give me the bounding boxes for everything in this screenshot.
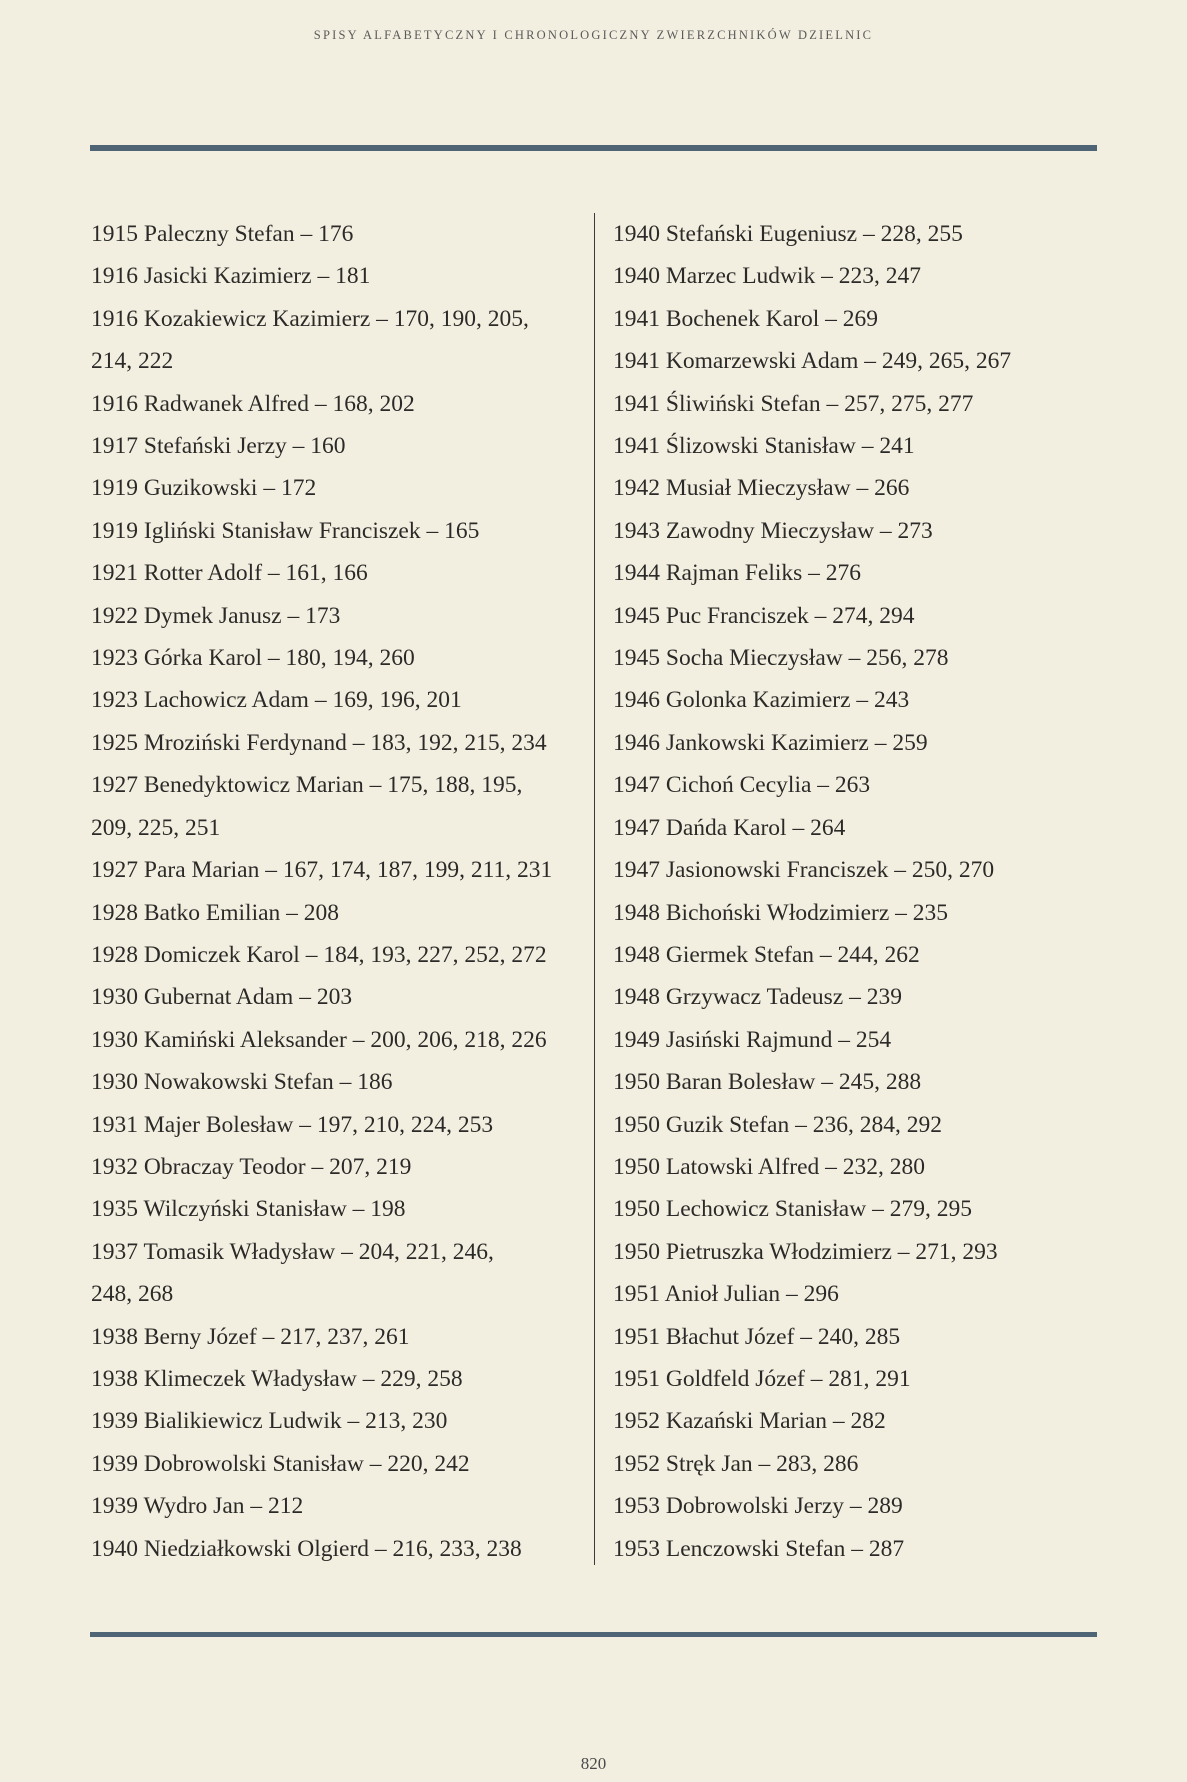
running-header: SPISY ALFABETYCZNY I CHRONOLOGICZNY ZWIERZCHNIKÓW DZIELNIC <box>313 28 874 42</box>
index-entry: 1945 Puc Franciszek – 274, 294 <box>613 602 915 629</box>
index-entry: 1947 Cichoń Cecylia – 263 <box>613 772 871 799</box>
index-entry: 1919 Guzikowski – 172 <box>91 475 317 502</box>
index-entry: 1928 Domiczek Karol – 184, 193, 227, 252, 272 <box>91 941 547 968</box>
index-column-left <box>91 213 591 1570</box>
index-entry: 1950 Pietruszka Włodzimierz – 271, 293 <box>613 1238 998 1265</box>
index-entry: 1953 Lenczowski Stefan – 287 <box>613 1535 905 1562</box>
index-entry: 1948 Grzywacz Tadeusz – 239 <box>613 984 902 1011</box>
index-entry: 1932 Obraczay Teodor – 207, 219 <box>91 1153 412 1180</box>
index-entry: 1916 Radwanek Alfred – 168, 202 <box>91 390 415 417</box>
index-entry: 1927 Benedyktowicz Marian – 175, 188, 195, <box>91 772 523 799</box>
index-entry: 1930 Kamiński Aleksander – 200, 206, 218, 226 <box>91 1026 547 1053</box>
index-entry: 1952 Stręk Jan – 283, 286 <box>613 1450 859 1477</box>
index-entry: 1941 Śliwiński Stefan – 257, 275, 277 <box>613 390 974 417</box>
column-divider <box>594 213 595 1565</box>
index-entry: 1942 Musiał Mieczysław – 266 <box>613 475 910 502</box>
index-entry: 1941 Bochenek Karol – 269 <box>613 305 878 332</box>
index-entry: 1930 Gubernat Adam – 203 <box>91 984 353 1011</box>
index-entry: 1940 Marzec Ludwik – 223, 247 <box>613 263 922 290</box>
index-entry: 1948 Giermek Stefan – 244, 262 <box>613 941 920 968</box>
index-entry: 1949 Jasiński Rajmund – 254 <box>613 1026 892 1053</box>
index-entry: 1930 Nowakowski Stefan – 186 <box>91 1069 393 1096</box>
index-entry-continuation: 248, 268 <box>91 1281 174 1308</box>
index-entry: 1946 Jankowski Kazimierz – 259 <box>613 729 928 756</box>
index-entry: 1951 Błachut Józef – 240, 285 <box>613 1323 901 1350</box>
index-entry: 1941 Ślizowski Stanisław – 241 <box>613 433 915 460</box>
index-column-right <box>613 213 1093 1570</box>
index-entry: 1950 Latowski Alfred – 232, 280 <box>613 1153 925 1180</box>
index-entry: 1940 Stefański Eugeniusz – 228, 255 <box>613 221 963 247</box>
page-number: 820 <box>580 1754 607 1773</box>
index-entry: 1922 Dymek Janusz – 173 <box>91 602 341 629</box>
index-entry: 1945 Socha Mieczysław – 256, 278 <box>613 645 949 672</box>
index-entry: 1947 Dańda Karol – 264 <box>613 814 846 841</box>
index-entry: 1952 Kazański Marian – 282 <box>613 1408 886 1435</box>
index-entry: 1935 Wilczyński Stanisław – 198 <box>91 1196 406 1223</box>
bottom-rule <box>90 1632 1097 1637</box>
index-entry: 1928 Batko Emilian – 208 <box>91 899 340 926</box>
index-entry: 1950 Lechowicz Stanisław – 279, 295 <box>613 1196 972 1223</box>
index-entry: 1948 Bichoński Włodzimierz – 235 <box>613 899 949 926</box>
index-entry: 1951 Anioł Julian – 296 <box>613 1281 839 1308</box>
index-entry: 1947 Jasionowski Franciszek – 250, 270 <box>613 857 995 884</box>
index-entry: 1940 Niedziałkowski Olgierd – 216, 233, 238 <box>91 1535 522 1562</box>
index-entry: 1943 Zawodny Mieczysław – 273 <box>613 517 933 544</box>
index-entry: 1919 Igliński Stanisław Franciszek – 165 <box>91 517 480 544</box>
index-entry: 1915 Paleczny Stefan – 176 <box>91 221 354 247</box>
top-rule <box>90 145 1097 151</box>
index-entry: 1923 Lachowicz Adam – 169, 196, 201 <box>91 687 462 714</box>
index-entry: 1944 Rajman Feliks – 276 <box>613 560 862 587</box>
index-entry: 1927 Para Marian – 167, 174, 187, 199, 211, 231 <box>91 857 553 884</box>
index-entry: 1916 Jasicki Kazimierz – 181 <box>91 263 371 290</box>
index-entry: 1938 Klimeczek Władysław – 229, 258 <box>91 1365 463 1392</box>
index-entry: 1925 Mroziński Ferdynand – 183, 192, 215, 234 <box>91 729 547 756</box>
index-entry: 1931 Majer Bolesław – 197, 210, 224, 253 <box>91 1111 494 1138</box>
index-entry-continuation: 214, 222 <box>91 348 174 375</box>
index-entry: 1939 Dobrowolski Stanisław – 220, 242 <box>91 1450 470 1477</box>
index-entry: 1953 Dobrowolski Jerzy – 289 <box>613 1493 903 1520</box>
index-entry: 1917 Stefański Jerzy – 160 <box>91 433 346 460</box>
index-entry: 1923 Górka Karol – 180, 194, 260 <box>91 645 415 672</box>
index-entry: 1941 Komarzewski Adam – 249, 265, 267 <box>613 348 1012 375</box>
index-entry: 1950 Guzik Stefan – 236, 284, 292 <box>613 1111 942 1138</box>
index-entry: 1950 Baran Bolesław – 245, 288 <box>613 1069 922 1096</box>
index-entry-continuation: 209, 225, 251 <box>91 814 221 841</box>
index-entry: 1939 Bialikiewicz Ludwik – 213, 230 <box>91 1408 448 1435</box>
index-entry: 1921 Rotter Adolf – 161, 166 <box>91 560 368 587</box>
index-entry: 1951 Goldfeld Józef – 281, 291 <box>613 1365 911 1392</box>
index-entry: 1937 Tomasik Władysław – 204, 221, 246, <box>91 1238 494 1265</box>
index-entry: 1938 Berny Józef – 217, 237, 261 <box>91 1323 410 1350</box>
index-entry: 1946 Golonka Kazimierz – 243 <box>613 687 910 714</box>
index-entry: 1939 Wydro Jan – 212 <box>91 1493 304 1520</box>
index-entry: 1916 Kozakiewicz Kazimierz – 170, 190, 205, <box>91 305 529 332</box>
